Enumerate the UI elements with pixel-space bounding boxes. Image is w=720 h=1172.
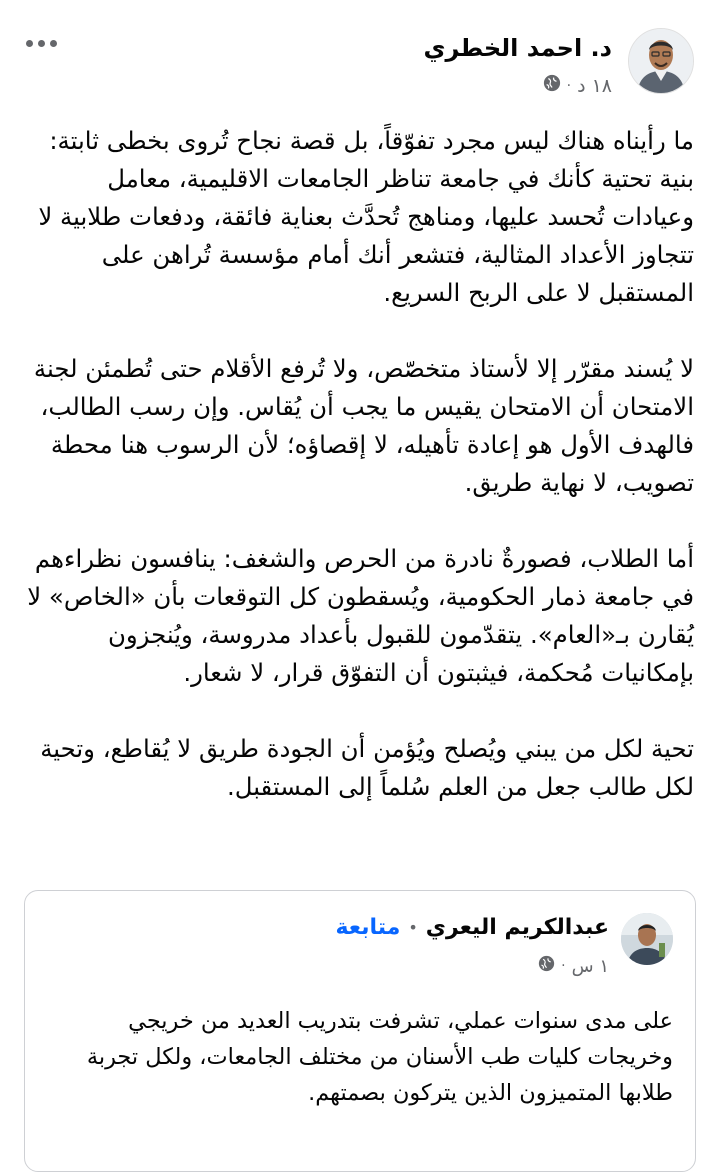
meta-separator: · bbox=[566, 77, 572, 94]
post-meta bbox=[543, 74, 612, 97]
post-paragraph-4: تحية لكل من يبني ويُصلح ويُؤمن أن الجودة طريق لا يُقاطع، وتحية لكل طالب جعل من العلم سُلماً إلى المستقبل. bbox=[40, 734, 694, 801]
post-text bbox=[18, 122, 694, 844]
shared-post-header bbox=[335, 915, 609, 940]
shared-post-text: على مدى سنوات عملي، تشرفت بتدريب العديد من خريجي وخريجات كليات طب الأسنان من مختلف الجامعات، ولكل تجربة طلابها المتميزون الذين يتركون بصمتهم. bbox=[86, 1008, 673, 1106]
post-paragraph-1: ما رأيناه هناك ليس مجرد تفوّقاً، بل قصة نجاح تُروى بخطى ثابتة: بنية تحتية كأنك في جامعة تناظر الجامعات الاقليمية، معامل وعيادات تُحسد عليها، ومناهج تُحدَّث بعناية فائقة، ودفعات طلابية لا تتجاوز الأعداد المثالية، فتشعر أنك أمام مؤسسة تُراهن على المستقبل لا على الربح السريع. bbox=[38, 126, 694, 307]
globe-icon bbox=[538, 955, 555, 977]
follow-button[interactable]: متابعة bbox=[335, 915, 401, 940]
globe-icon bbox=[543, 74, 561, 97]
shared-post-card[interactable] bbox=[24, 890, 696, 1172]
shared-author-name[interactable]: عبدالكريم اليعري bbox=[425, 915, 609, 940]
shared-post-timestamp[interactable]: ١ س bbox=[571, 955, 609, 977]
more-options-button[interactable] bbox=[20, 34, 63, 53]
post-timestamp[interactable]: ١٨ د bbox=[577, 74, 612, 97]
author-name[interactable]: د. احمد الخطري bbox=[423, 34, 612, 62]
post-paragraph-2: لا يُسند مقرّر إلا لأستاذ متخصّص، ولا تُرفع الأقلام حتى تُطمئن لجنة الامتحان أن الامتحان يقيس ما يجب أن يُقاس. وإن رسب الطالب، فالهدف الأول هو إعادة تأهيله، لا إقصاؤه؛ لأن الرسوب هنا محطة تصويب، لا نهاية طريق. bbox=[33, 354, 694, 497]
post-header bbox=[20, 28, 694, 108]
header-separator: • bbox=[408, 918, 418, 937]
post-paragraph-3: أما الطلاب، فصورةٌ نادرة من الحرص والشغف: ينافسون نظراءهم في جامعة ذمار الحكومية، ويُسقطون كل التوقعات بأن «الخاص» لا يُقارن بـ«العام». يتقدّمون للقبول بأعداد مدروسة، ويُنجزون بإمكانيات مُحكمة، فيثبتون أن التفوّق قرار، لا شعار. bbox=[27, 544, 694, 687]
meta-separator: · bbox=[561, 958, 566, 974]
author-avatar[interactable] bbox=[628, 28, 694, 94]
more-horizontal-icon bbox=[26, 40, 33, 47]
shared-post-meta bbox=[538, 955, 609, 977]
shared-author-avatar[interactable] bbox=[621, 913, 673, 965]
